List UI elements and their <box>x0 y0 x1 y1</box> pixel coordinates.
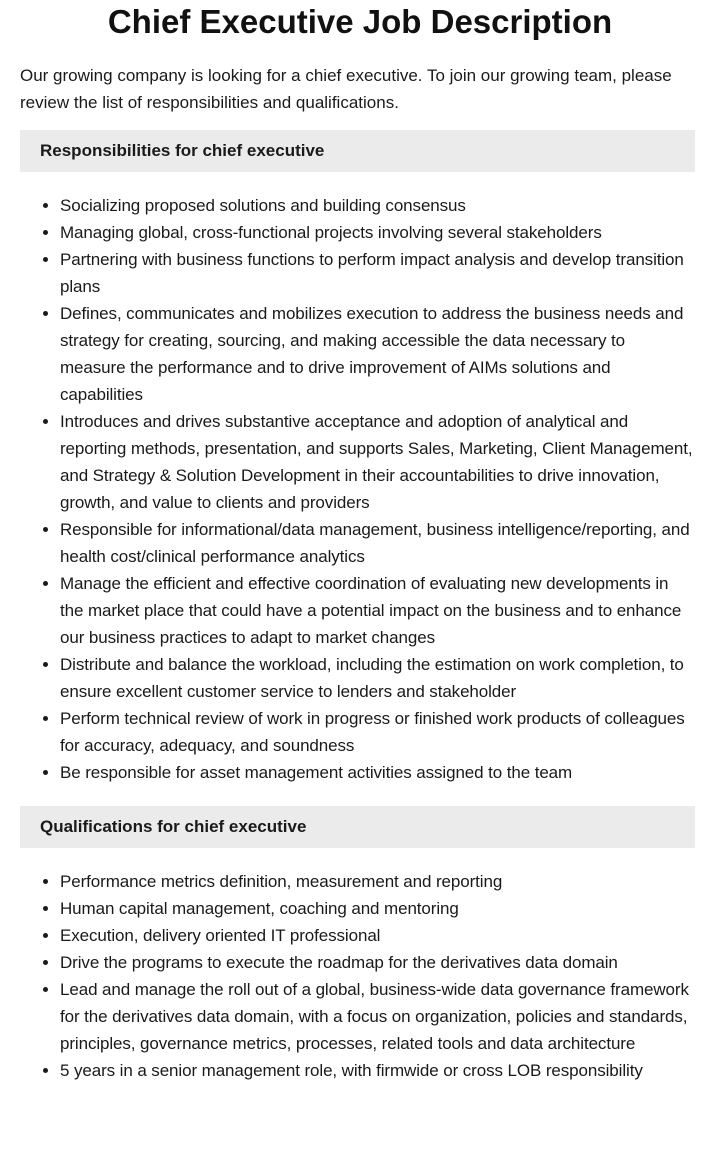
qualifications-list <box>20 868 695 1084</box>
list-item: • Partnering with business functions to perform impact analysis and develop transition plans <box>60 246 695 300</box>
list-item: • Execution, delivery oriented IT professional <box>60 922 695 949</box>
list-item: • Be responsible for asset management activities assigned to the team <box>60 759 695 786</box>
list-item: • Drive the programs to execute the roadmap for the derivatives data domain <box>60 949 695 976</box>
list-item: • Managing global, cross-functional projects involving several stakeholders <box>60 219 695 246</box>
list-item: • Lead and manage the roll out of a global, business-wide data governance framework for the derivatives data domain, with a focus on organization, policies and standards, principles, governance metrics, processes, related tools and data architecture <box>60 976 695 1057</box>
list-item: • 5 years in a senior management role, with firmwide or cross LOB responsibility <box>60 1057 695 1084</box>
list-item: • Human capital management, coaching and mentoring <box>60 895 695 922</box>
qualifications-heading: Qualifications for chief executive <box>20 806 695 848</box>
list-item: • Socializing proposed solutions and building consensus <box>60 192 695 219</box>
intro-text: Our growing company is looking for a chief executive. To join our growing team, please review the list of responsibilities and qualifications. <box>20 66 672 112</box>
list-item: • Defines, communicates and mobilizes execution to address the business needs and strategy for creating, sourcing, and making accessible the data necessary to measure the performance and to drive improvement of AIMs solutions and capabilities <box>60 300 695 408</box>
responsibilities-list <box>20 192 695 786</box>
responsibilities-heading: Responsibilities for chief executive <box>20 130 695 172</box>
list-item: • Responsible for informational/data management, business intelligence/reporting, and health cost/clinical performance analytics <box>60 516 695 570</box>
list-item: • Manage the efficient and effective coordination of evaluating new developments in the market place that could have a potential impact on the business and to enhance our business practices to adapt to market changes <box>60 570 695 651</box>
page-title: Chief Executive Job Description <box>107 3 613 40</box>
list-item: • Distribute and balance the workload, including the estimation on work completion, to ensure excellent customer service to lenders and stakeholder <box>60 651 695 705</box>
list-item: • Performance metrics definition, measurement and reporting <box>60 868 695 895</box>
list-item: • Perform technical review of work in progress or finished work products of colleagues for accuracy, adequacy, and soundness <box>60 705 695 759</box>
list-item: • Introduces and drives substantive acceptance and adoption of analytical and reporting methods, presentation, and supports Sales, Marketing, Client Management, and Strategy & Solution Development in their accountabilities to drive innovation, growth, and value to clients and providers <box>60 408 695 516</box>
